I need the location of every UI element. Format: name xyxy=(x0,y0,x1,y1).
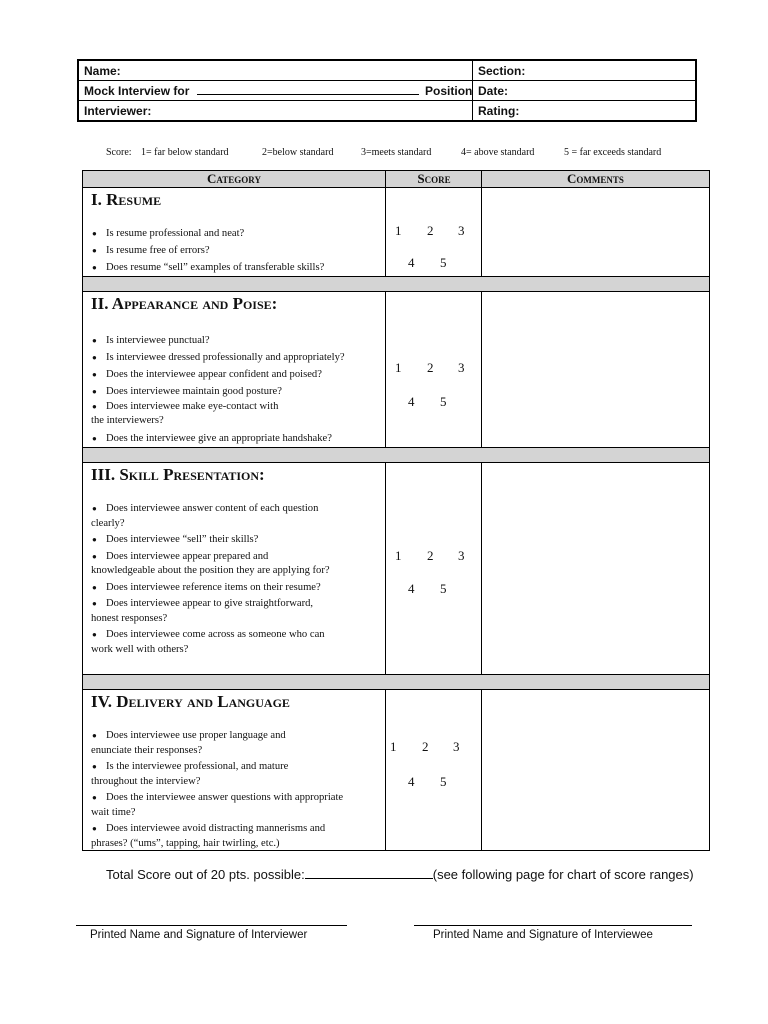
list-item xyxy=(91,332,386,349)
bullet-text-continuation: work well with others? xyxy=(91,643,189,655)
score-option-1[interactable]: 1 xyxy=(395,360,402,375)
header-row-interviewer xyxy=(79,101,695,120)
mock-interview-label: Mock Interview for xyxy=(84,84,190,98)
legend-item-4: 4= above standard xyxy=(461,147,535,158)
list-item xyxy=(91,430,386,447)
score-option-1[interactable]: 1 xyxy=(395,223,402,238)
list-item xyxy=(91,349,386,366)
bullet-text: Does interviewee appear prepared and xyxy=(106,550,269,562)
list-item xyxy=(91,628,386,657)
total-score-blank[interactable] xyxy=(305,867,433,879)
header-row-name xyxy=(79,61,695,81)
bullet-list xyxy=(91,225,386,276)
list-item xyxy=(91,225,386,242)
bullet-text: Is resume free of errors? xyxy=(106,245,210,256)
list-item xyxy=(91,822,386,851)
bullet-text-continuation: the interviewers? xyxy=(91,415,164,426)
total-score-note: (see following page for chart of score ranges) xyxy=(432,867,694,882)
bullet-list xyxy=(91,729,386,851)
date-cell[interactable] xyxy=(473,81,695,100)
total-score-label: Total Score out of 20 pts. possible: xyxy=(106,867,305,882)
header-category: Category xyxy=(207,171,261,186)
list-item xyxy=(91,366,386,383)
section-separator xyxy=(83,276,709,292)
bullet-text: Does interviewee come across as someone who can xyxy=(106,629,325,640)
section-title: I. Resume xyxy=(91,190,162,209)
bullet-text: Does the interviewee give an appropriate handshake? xyxy=(106,433,332,444)
bullet-text-continuation: phrases? (“ums”, tapping, hair twirling, etc.) xyxy=(91,837,280,849)
list-item xyxy=(91,259,386,276)
list-item xyxy=(91,597,386,626)
bullet-text: Does interviewee reference items on their resume? xyxy=(106,581,321,593)
list-item xyxy=(91,791,386,820)
interviewer-signature-label: Printed Name and Signature of Interviewer xyxy=(90,929,308,941)
score-option-2[interactable]: 2 xyxy=(422,739,429,754)
bullet-text: Does the interviewee appear confident and poised? xyxy=(106,369,322,380)
bullet-text: Is the interviewee professional, and mature xyxy=(106,761,289,772)
section-title: IV. Delivery and Language xyxy=(91,692,290,711)
score-option-4[interactable]: 4 xyxy=(408,774,415,789)
interviewer-label: Interviewer: xyxy=(84,104,152,118)
list-item xyxy=(91,502,386,531)
list-item xyxy=(91,581,386,596)
legend-item-3: 3=meets standard xyxy=(361,147,432,158)
score-option-5[interactable]: 5 xyxy=(440,394,447,409)
section-title: III. Skill Presentation: xyxy=(91,465,265,484)
interviewee-signature-line[interactable] xyxy=(414,925,692,926)
list-item xyxy=(91,729,386,758)
section-label: Section: xyxy=(478,64,526,78)
bullet-text: Does interviewee use proper language and xyxy=(106,730,286,741)
section-delivery-language xyxy=(83,690,709,850)
bullet-text-continuation: clearly? xyxy=(91,517,125,529)
date-label: Date: xyxy=(478,84,509,98)
legend-item-5: 5 = far exceeds standard xyxy=(564,147,662,158)
header-row-mock xyxy=(79,81,695,101)
bullet-list xyxy=(91,502,386,657)
bullet-text: Does interviewee maintain good posture? xyxy=(106,386,282,397)
bullet-text: Does the interviewee answer questions with appropriate xyxy=(106,792,344,803)
score-option-4[interactable]: 4 xyxy=(408,581,415,596)
interviewer-cell[interactable] xyxy=(79,101,473,120)
score-option-3[interactable]: 3 xyxy=(458,548,465,563)
bullet-text-continuation: enunciate their responses? xyxy=(91,744,203,756)
legend-prefix: Score: xyxy=(106,147,132,158)
bullet-text: Does interviewee appear to give straightforward, xyxy=(106,598,314,609)
bullet-text: Is interviewee punctual? xyxy=(106,335,210,346)
name-cell[interactable] xyxy=(79,61,473,80)
name-label: Name: xyxy=(84,64,121,78)
header-info-box xyxy=(77,59,697,122)
score-option-4[interactable]: 4 xyxy=(408,255,415,270)
position-blank-line[interactable] xyxy=(197,83,419,95)
rating-cell[interactable] xyxy=(473,101,695,120)
section-skill-presentation xyxy=(83,463,709,674)
bullet-text: Does interviewee “sell” their skills? xyxy=(106,534,259,545)
rating-label: Rating: xyxy=(478,104,520,118)
score-option-3[interactable]: 3 xyxy=(458,223,465,238)
score-option-2[interactable]: 2 xyxy=(427,360,434,375)
section-resume xyxy=(83,188,709,276)
list-item xyxy=(91,760,386,789)
score-option-5[interactable]: 5 xyxy=(440,774,447,789)
bullet-text: Does interviewee avoid distracting mannerisms and xyxy=(106,823,326,834)
header-comments: Comments xyxy=(567,171,624,186)
bullet-text: Does resume “sell” examples of transferable skills? xyxy=(106,262,325,273)
section-separator xyxy=(83,447,709,463)
score-option-4[interactable]: 4 xyxy=(408,394,415,409)
section-title: II. Appearance and Poise: xyxy=(91,294,278,313)
score-option-2[interactable]: 2 xyxy=(427,223,434,238)
header-score: Score xyxy=(417,171,451,186)
list-item xyxy=(91,383,386,400)
score-option-1[interactable]: 1 xyxy=(390,739,397,754)
legend-item-1: 1= far below standard xyxy=(141,147,229,158)
section-cell[interactable] xyxy=(473,61,695,80)
legend-item-2: 2=below standard xyxy=(262,147,334,158)
score-option-1[interactable]: 1 xyxy=(395,548,402,563)
bullet-text: Does interviewee answer content of each question xyxy=(106,503,319,514)
bullet-text-continuation: wait time? xyxy=(91,806,136,818)
bullet-text-continuation: throughout the interview? xyxy=(91,775,201,787)
list-item xyxy=(91,533,386,548)
bullet-text: Is interviewee dressed professionally and appropriately? xyxy=(106,352,345,363)
total-score-line xyxy=(106,867,694,882)
mock-interview-cell[interactable] xyxy=(79,81,473,100)
bullet-list xyxy=(91,332,386,447)
section-appearance xyxy=(83,292,709,447)
score-option-5[interactable]: 5 xyxy=(440,581,447,596)
section-separator xyxy=(83,674,709,690)
score-option-3[interactable]: 3 xyxy=(458,360,465,375)
bullet-text-continuation: honest responses? xyxy=(91,612,168,624)
interviewer-signature-line[interactable] xyxy=(76,925,347,926)
score-legend xyxy=(0,147,768,161)
score-option-3[interactable]: 3 xyxy=(453,739,460,754)
list-item xyxy=(91,400,386,428)
bullet-text-continuation: knowledgeable about the position they are applying for? xyxy=(91,565,330,576)
score-option-5[interactable]: 5 xyxy=(440,255,447,270)
list-item xyxy=(91,550,386,579)
list-item xyxy=(91,242,386,259)
table-header-row xyxy=(83,171,709,188)
interviewee-signature-label: Printed Name and Signature of Interviewee xyxy=(433,929,653,941)
score-option-2[interactable]: 2 xyxy=(427,548,434,563)
bullet-text: Is resume professional and neat? xyxy=(106,228,245,239)
bullet-text: Does interviewee make eye-contact with xyxy=(106,401,279,412)
evaluation-table xyxy=(82,170,710,851)
position-label: Position xyxy=(425,84,473,98)
